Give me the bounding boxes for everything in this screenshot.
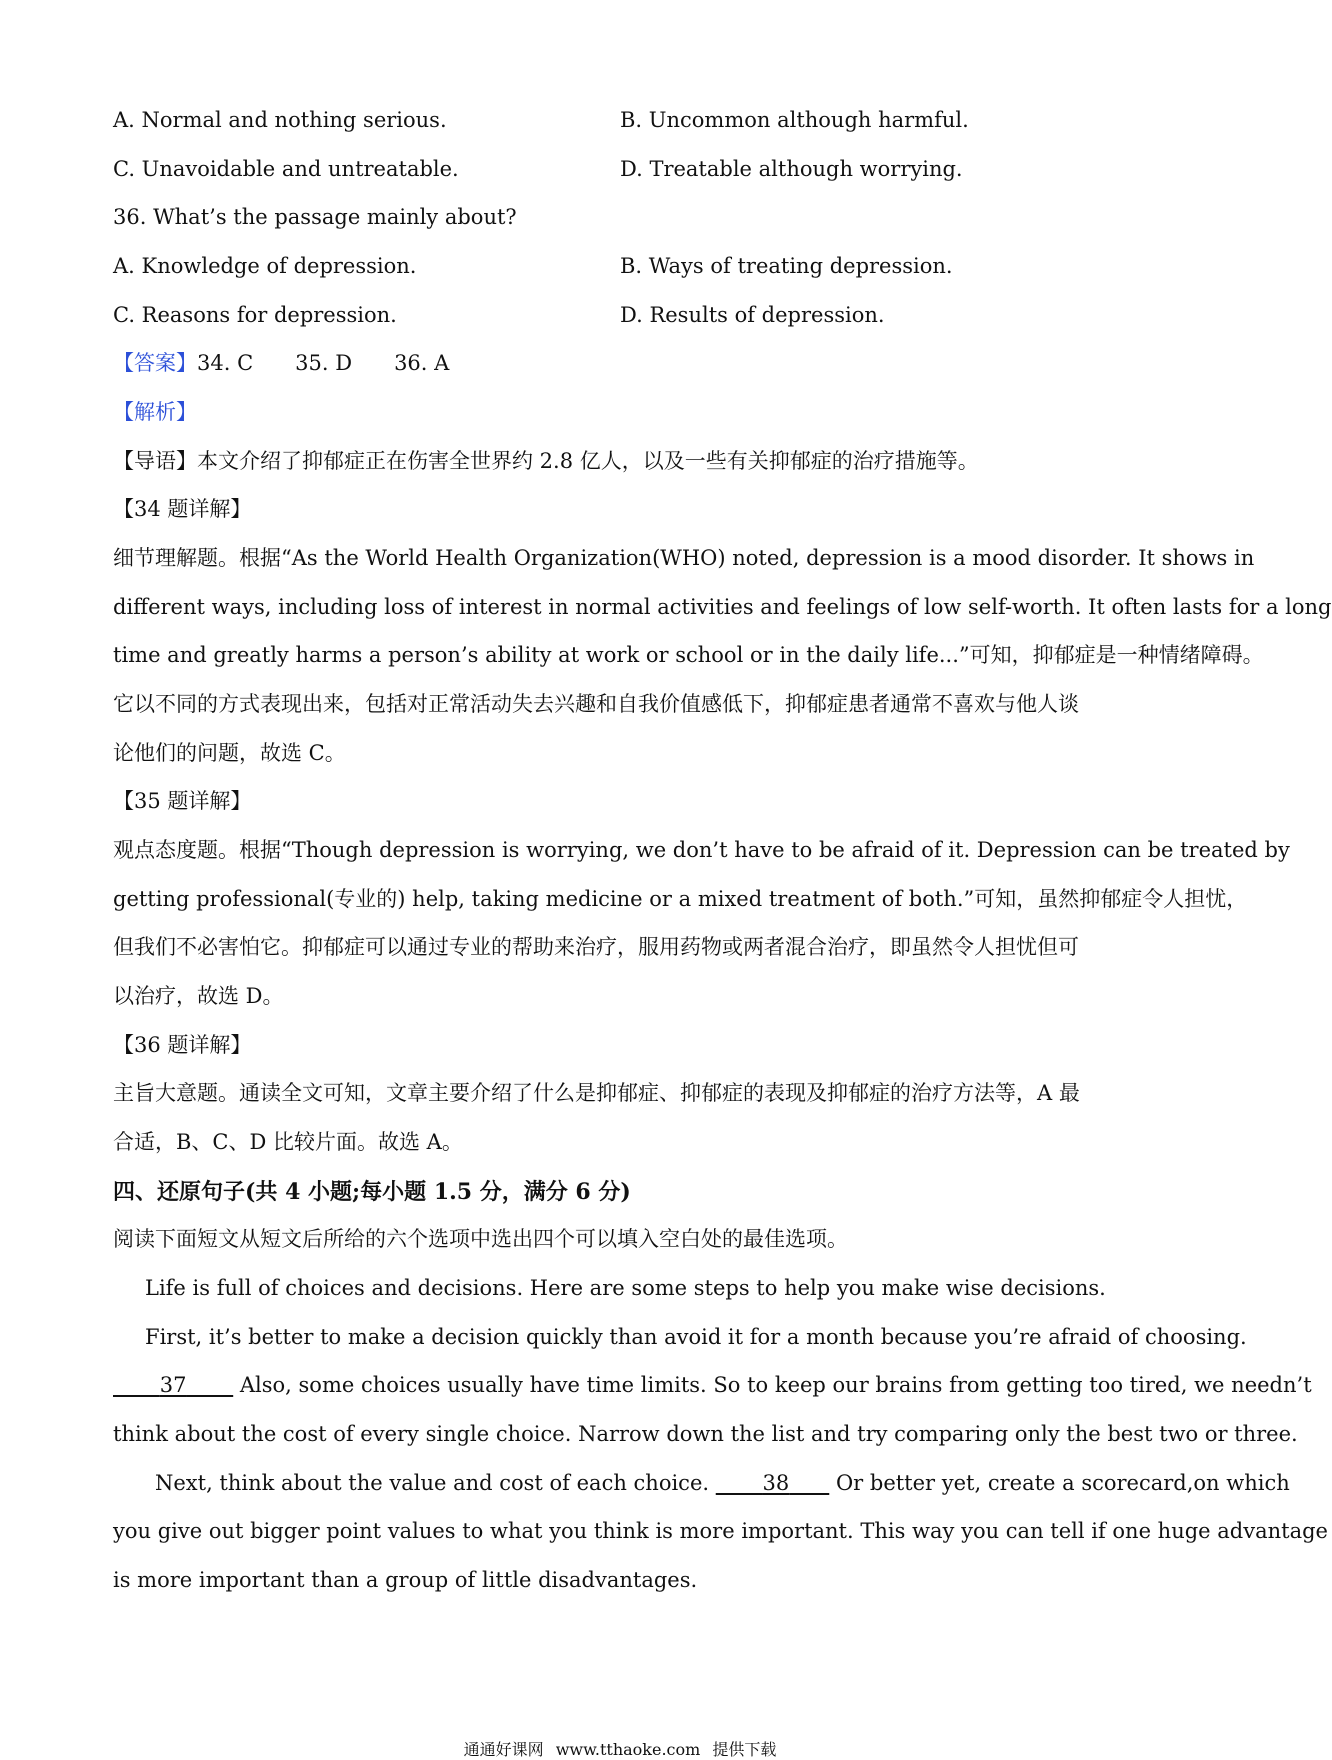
q34-detail-line: 细节理解题。根据“As the World Health Organization(WHO) noted, depression is a mood disorder. It shows in bbox=[113, 546, 1255, 570]
blank-37: 37 bbox=[159, 1373, 187, 1397]
passage-line bbox=[155, 1473, 1290, 1494]
section-title: 四、还原句子(共 4 小题;每小题 1.5 分，满分 6 分) bbox=[113, 1179, 631, 1205]
q35-detail-line: 观点态度题。根据“Though depression is worrying, we don’t have to be afraid of it. Depression can be treated by bbox=[113, 838, 1290, 862]
q36-option-a: A. Knowledge of depression. bbox=[113, 254, 417, 278]
passage-text: Next, think about the value and cost of each choice. bbox=[155, 1471, 716, 1495]
q34-detail-line: 论他们的问题，故选 C。 bbox=[113, 741, 346, 765]
passage-line bbox=[113, 1375, 1312, 1396]
q35-option-a: A. Normal and nothing serious. bbox=[113, 108, 447, 132]
passage-line: is more important than a group of little disadvantages. bbox=[113, 1568, 698, 1592]
intro-line bbox=[113, 451, 979, 472]
q36-option-c: C. Reasons for depression. bbox=[113, 303, 397, 327]
section-instruction: 阅读下面短文从短文后所给的六个选项中选出四个可以填入空白处的最佳选项。 bbox=[113, 1227, 848, 1251]
intro-text: 本文介绍了抑郁症正在伤害全世界约 2.8 亿人，以及一些有关抑郁症的治疗措施等。 bbox=[197, 449, 979, 473]
q34-detail-heading: 【34 题详解】 bbox=[113, 497, 252, 521]
passage-paragraph: Life is full of choices and decisions. Here are some steps to help you make wise decisions. bbox=[145, 1276, 1106, 1300]
answer-line bbox=[113, 353, 449, 374]
q36-option-d: D. Results of depression. bbox=[620, 303, 885, 327]
q36-detail-heading: 【36 题详解】 bbox=[113, 1033, 252, 1057]
footer-site-name: 通通好课网 bbox=[463, 1740, 544, 1759]
passage-text: Also, some choices usually have time limits. So to keep our brains from getting too tired, we needn’t bbox=[233, 1373, 1312, 1397]
q36-option-b: B. Ways of treating depression. bbox=[620, 254, 953, 278]
blank-38: 38 bbox=[762, 1471, 790, 1495]
answer-label: 【答案】 bbox=[113, 351, 197, 375]
q35-option-b: B. Uncommon although harmful. bbox=[620, 108, 969, 132]
q34-detail-line: different ways, including loss of interest in normal activities and feelings of low self-worth. It often lasts for a long bbox=[113, 595, 1332, 619]
answer-item: 36. A bbox=[394, 351, 450, 375]
answer-item: 35. D bbox=[295, 351, 353, 375]
q35-option-d: D. Treatable although worrying. bbox=[620, 157, 963, 181]
q36-detail-line: 主旨大意题。通读全文可知，文章主要介绍了什么是抑郁症、抑郁症的表现及抑郁症的治疗方法等，A 最 bbox=[113, 1081, 1080, 1105]
q35-detail-heading: 【35 题详解】 bbox=[113, 789, 252, 813]
passage-line: you give out bigger point values to what you think is more important. This way you can tell if one huge advantage bbox=[113, 1519, 1328, 1543]
q35-detail-line: 但我们不必害怕它。抑郁症可以通过专业的帮助来治疗，服用药物或两者混合治疗，即虽然令人担忧但可 bbox=[113, 935, 1079, 959]
q34-detail-line: 它以不同的方式表现出来，包括对正常活动失去兴趣和自我价值感低下，抑郁症患者通常不喜欢与他人谈 bbox=[113, 692, 1079, 716]
footer-url[interactable]: www.tthaoke.com bbox=[555, 1740, 701, 1759]
passage-text: Or better yet, create a scorecard,on which bbox=[829, 1471, 1290, 1495]
page-footer bbox=[0, 1737, 1240, 1760]
q36-question: 36. What’s the passage mainly about? bbox=[113, 205, 517, 229]
q35-detail-line: 以治疗，故选 D。 bbox=[113, 984, 284, 1008]
analysis-label: 【解析】 bbox=[113, 400, 197, 424]
answer-item: 34. C bbox=[197, 351, 254, 375]
q35-option-c: C. Unavoidable and untreatable. bbox=[113, 157, 459, 181]
q34-detail-line: time and greatly harms a person’s ability at work or school or in the daily life...”可知，抑郁症是一种情绪障碍。 bbox=[113, 643, 1264, 667]
q36-detail-line: 合适，B、C、D 比较片面。故选 A。 bbox=[113, 1130, 463, 1154]
passage-line: think about the cost of every single choice. Narrow down the list and try comparing only the best two or three. bbox=[113, 1422, 1298, 1446]
passage-paragraph: First, it’s better to make a decision quickly than avoid it for a month because you’re afraid of choosing. bbox=[145, 1325, 1247, 1349]
footer-suffix: 提供下载 bbox=[712, 1740, 777, 1759]
intro-label: 【导语】 bbox=[113, 449, 197, 473]
q35-detail-line: getting professional(专业的) help, taking medicine or a mixed treatment of both.”可知，虽然抑郁症令人担忧， bbox=[113, 887, 1248, 911]
